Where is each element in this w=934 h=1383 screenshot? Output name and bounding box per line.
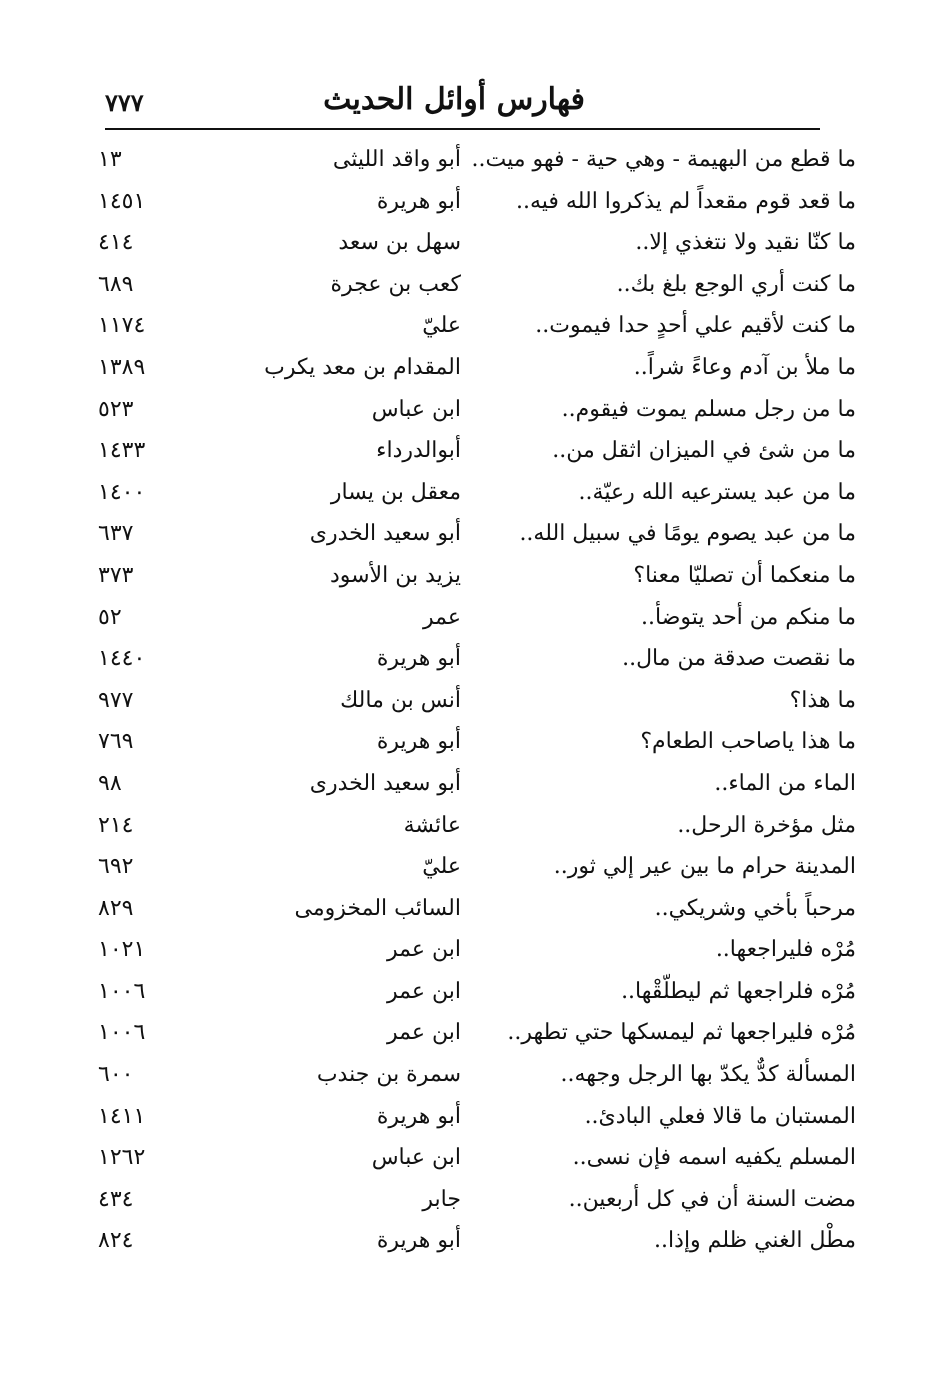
hadith-number: ٧٦٩ — [98, 729, 134, 755]
narrator-name: سهل بن سعد — [338, 230, 461, 256]
hadith-number: ٦٩٢ — [98, 854, 134, 880]
hadith-number: ٦٨٩ — [98, 271, 134, 297]
narrator-name: كعب بن عجرة — [330, 271, 461, 297]
narrator-name: جابر — [422, 1186, 461, 1212]
hadith-number: ٥٢٣ — [98, 396, 134, 422]
index-entry-row — [0, 516, 934, 558]
hadith-opening-text: مثل مؤخرة الرحل.. — [677, 812, 856, 838]
hadith-opening-text: ما من عبد يصوم يومًا في سبيل الله.. — [519, 521, 856, 547]
hadith-opening-text: المسلم يكفيه اسمه فإن نسى.. — [572, 1145, 856, 1171]
narrator-name: أبو هريرة — [376, 1103, 461, 1129]
index-entry-row — [0, 724, 934, 766]
hadith-number: ٦٣٧ — [98, 521, 134, 547]
hadith-number: ٤١٤ — [98, 230, 134, 256]
hadith-number: ١٢٦٢ — [98, 1145, 146, 1171]
hadith-number: ٩٧٧ — [98, 687, 134, 713]
hadith-number: ١٤٤٠ — [98, 646, 146, 672]
index-entry-row — [0, 1099, 934, 1141]
hadith-opening-text: ما من رجل مسلم يموت فيقوم.. — [561, 396, 856, 422]
hadith-number: ١٣٨٩ — [98, 354, 146, 380]
index-entry-row — [0, 1140, 934, 1182]
index-entry-row — [0, 600, 934, 642]
hadith-number: ٨٢٤ — [98, 1228, 134, 1254]
narrator-name: عمر — [423, 604, 461, 630]
narrator-name: أبو سعيد الخدرى — [309, 521, 461, 547]
hadith-opening-text: مُرْه فلراجعها ثم ليطلّقْها.. — [621, 978, 856, 1004]
narrator-name: عائشة — [403, 812, 461, 838]
narrator-name: يزيد بن الأسود — [329, 562, 461, 588]
narrator-name: ابن عمر — [387, 937, 461, 963]
narrator-name: أنس بن مالك — [340, 687, 461, 713]
index-entry-row — [0, 433, 934, 475]
page-header — [105, 78, 820, 130]
hadith-opening-text: المسألة كدٌّ يكدّ بها الرجل وجهه.. — [560, 1062, 856, 1088]
hadith-opening-text: ما من شئ في الميزان اثقل من.. — [552, 438, 856, 464]
hadith-number: ٢١٤ — [98, 812, 134, 838]
hadith-opening-text: ما كنّا نقيد ولا نتغذي إلا.. — [635, 230, 856, 256]
hadith-opening-text: مطْل الغني ظلم وإذا.. — [654, 1228, 856, 1254]
hadith-opening-text: ما كنت أري الوجع بلغ بك.. — [616, 271, 856, 297]
hadith-number: ٦٠٠ — [98, 1062, 134, 1088]
hadith-opening-text: مُرْه فليراجعها ثم ليمسكها حتي تطهر.. — [507, 1020, 856, 1046]
index-entry-row — [0, 932, 934, 974]
hadith-opening-text: المستبان ما قالا فعلي البادئ.. — [584, 1103, 856, 1129]
index-entry-row — [0, 808, 934, 850]
narrator-name: أبو هريرة — [376, 1228, 461, 1254]
index-entry-row — [0, 1182, 934, 1224]
hadith-number: ١٠٠٦ — [98, 1020, 146, 1046]
hadith-opening-text: ما قعد قوم مقعداً لم يذكروا الله فيه.. — [515, 188, 856, 214]
index-entry-row — [0, 225, 934, 267]
hadith-opening-text: ما من عبد يسترعيه الله رعيّة.. — [578, 479, 856, 505]
hadith-opening-text: مُرْه فليراجعها.. — [715, 937, 856, 963]
hadith-opening-text: المدينة حرام ما بين عير إلي ثور.. — [553, 854, 856, 880]
hadith-number: ١٠٠٦ — [98, 978, 146, 1004]
narrator-name: السائب المخزومى — [294, 895, 461, 921]
index-entry-row — [0, 1057, 934, 1099]
hadith-number: ١٤١١ — [98, 1103, 146, 1129]
hadith-number: ١٤٥١ — [98, 188, 146, 214]
index-entry-row — [0, 891, 934, 933]
hadith-number: ٣٧٣ — [98, 562, 134, 588]
narrator-name: أبو هريرة — [376, 188, 461, 214]
narrator-name: المقدام بن معد يكرب — [264, 354, 461, 380]
page-number: ٧٧٧ — [105, 88, 144, 117]
narrator-name: أبو واقد الليثى — [332, 147, 461, 172]
narrator-name: ابن عباس — [371, 1145, 461, 1171]
hadith-number: ١٠٢١ — [98, 937, 146, 963]
narrator-name: ابن عباس — [371, 396, 461, 422]
hadith-opening-text: ما ملأ بن آدم وعاءً شراً.. — [633, 354, 856, 380]
index-entry-row — [0, 308, 934, 350]
narrator-name: أبو سعيد الخدرى — [309, 770, 461, 796]
index-entry-row — [0, 350, 934, 392]
hadith-index-list — [0, 142, 934, 1265]
narrator-name: ابن عمر — [387, 978, 461, 1004]
hadith-opening-text: مرحباً بأخي وشريكي.. — [654, 895, 856, 921]
hadith-number: ١٣ — [98, 147, 122, 172]
hadith-opening-text: ما هذا؟ — [789, 687, 856, 713]
index-entry-row — [0, 1223, 934, 1265]
hadith-opening-text: ما نقصت صدقة من مال.. — [622, 646, 856, 672]
narrator-name: عليّ — [422, 854, 461, 880]
hadith-opening-text: ما قطع من البهيمة - وهي حية - فهو ميت.. — [471, 147, 856, 172]
hadith-number: ٤٣٤ — [98, 1186, 134, 1212]
narrator-name: معقل بن يسار — [330, 479, 461, 505]
index-entry-row — [0, 558, 934, 600]
index-entry-row — [0, 392, 934, 434]
hadith-opening-text: ما كنت لأقيم علي أحدٍ حدا فيموت.. — [535, 313, 856, 339]
index-entry-row — [0, 766, 934, 808]
index-entry-row — [0, 683, 934, 725]
narrator-name: أبوالدرداء — [376, 438, 461, 464]
narrator-name: أبو هريرة — [376, 729, 461, 755]
hadith-number: ٨٢٩ — [98, 895, 134, 921]
hadith-number: ٥٢ — [98, 604, 122, 630]
index-entry-row — [0, 1015, 934, 1057]
hadith-opening-text: ما منعكما أن تصليّا معنا؟ — [633, 562, 856, 588]
narrator-name: أبو هريرة — [376, 646, 461, 672]
hadith-number: ١١٧٤ — [98, 313, 146, 339]
index-entry-row — [0, 184, 934, 226]
index-entry-row — [0, 142, 934, 184]
hadith-opening-text: الماء من الماء.. — [714, 770, 856, 796]
index-entry-row — [0, 974, 934, 1016]
hadith-opening-text: مضت السنة أن في كل أربعين.. — [568, 1186, 856, 1212]
narrator-name: عليّ — [422, 313, 461, 339]
hadith-opening-text: ما منكم من أحد يتوضأ.. — [641, 604, 856, 630]
hadith-number: ١٤٠٠ — [98, 479, 146, 505]
index-entry-row — [0, 849, 934, 891]
hadith-opening-text: ما هذا ياصاحب الطعام؟ — [640, 729, 856, 755]
index-entry-row — [0, 641, 934, 683]
narrator-name: ابن عمر — [387, 1020, 461, 1046]
hadith-number: ١٤٣٣ — [98, 438, 146, 464]
index-entry-row — [0, 475, 934, 517]
hadith-number: ٩٨ — [98, 770, 122, 796]
page-title: فهارس أوائل الحديث — [323, 82, 585, 117]
index-entry-row — [0, 267, 934, 309]
narrator-name: سمرة بن جندب — [316, 1062, 461, 1088]
